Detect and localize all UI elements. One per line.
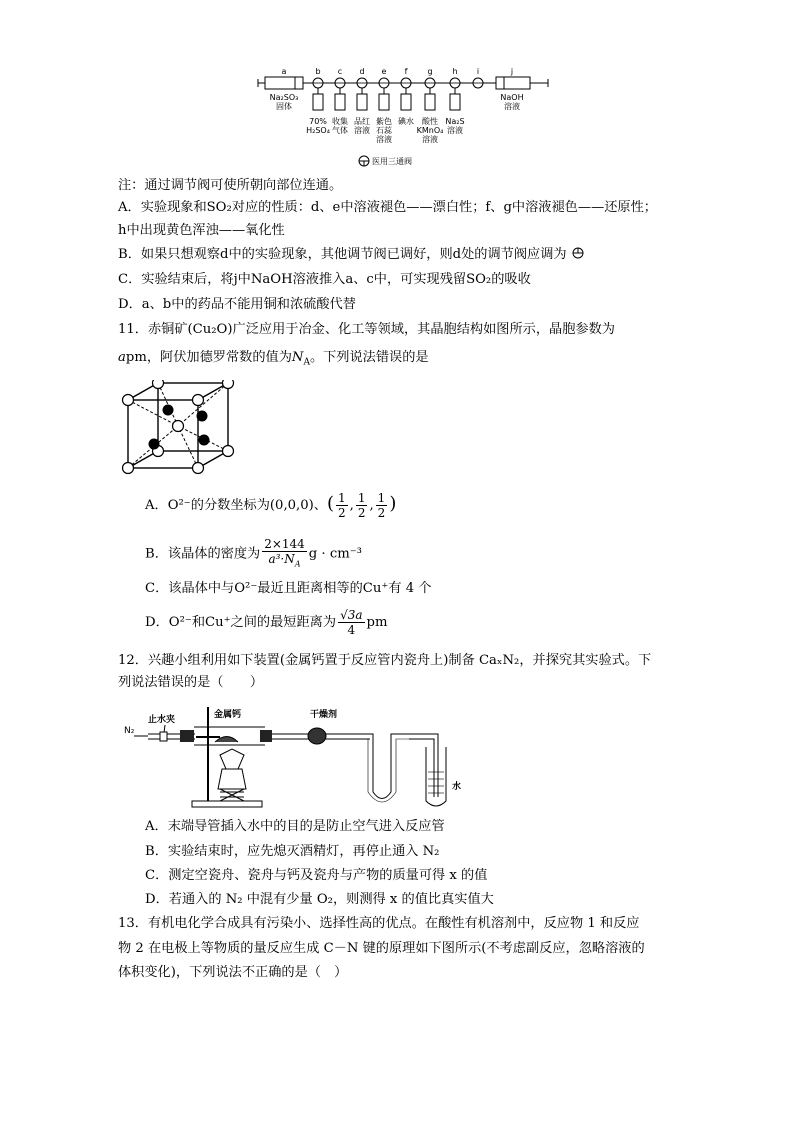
reagent-line: 品红 bbox=[354, 117, 370, 126]
reagent-line: 溶液 bbox=[354, 126, 370, 135]
frac-den-sub: A bbox=[294, 559, 301, 569]
q11-option-d-text: D．O²⁻和Cu⁺之间的最短距离为 bbox=[145, 615, 337, 630]
reagent-line: Na₂S bbox=[445, 117, 465, 126]
q12-option-c: C．测定空瓷舟、瓷舟与钙及瓷舟与产物的质量可得 x 的值 bbox=[145, 868, 488, 883]
syringe-a bbox=[258, 77, 303, 89]
n2-label: N₂ bbox=[124, 726, 135, 736]
reagent-line: H₂SO₄ bbox=[306, 126, 330, 135]
q11-formula: (Cu₂O) bbox=[187, 322, 233, 337]
half-frac bbox=[356, 491, 368, 520]
q11-a-symbol: a bbox=[118, 350, 126, 365]
q11-stem-part: pm，阿伏加德罗常数的值为 bbox=[125, 350, 292, 365]
reagent-b bbox=[306, 117, 330, 135]
q11-option-d-unit: pm bbox=[366, 615, 388, 630]
q11-option-b bbox=[145, 537, 362, 571]
q11-option-b-text: B．该晶体的密度为 bbox=[145, 546, 261, 562]
frac-num: √3a bbox=[340, 608, 363, 622]
label-e: e bbox=[381, 67, 387, 76]
desiccant-label: 干燥剂 bbox=[310, 710, 338, 720]
q13-stem-line3: 体积变化)，下列说法不正确的是（ ） bbox=[118, 965, 348, 980]
frac-num: 1 bbox=[337, 491, 346, 505]
q10-option-c: C．实验结束后，将j中NaOH溶液推入a、c中，可实现残留SO₂的吸收 bbox=[118, 272, 531, 287]
frac-den-text: a³·N bbox=[268, 552, 295, 566]
half-frac bbox=[376, 491, 388, 520]
q10-option-b bbox=[118, 245, 585, 265]
frac-den: 2 bbox=[377, 506, 386, 520]
clamp-label: 止水夹 bbox=[148, 715, 176, 725]
label-a: a bbox=[281, 67, 287, 76]
unit-cell-diagram bbox=[120, 380, 250, 480]
q11-coord-origin: (0,0,0)、 bbox=[269, 498, 327, 513]
q11-option-a: A．O²⁻的分数坐标为(0,0,0)、( $\frac{1}{2}$ , $\frac{1}{2}$ , $\frac{1}{2}$ ) bbox=[145, 491, 397, 520]
reagent-c bbox=[332, 116, 348, 135]
reagent-f bbox=[398, 116, 414, 126]
q11-stem-line2 bbox=[118, 348, 429, 373]
reagent-j bbox=[500, 93, 523, 111]
reagent-e bbox=[376, 116, 393, 144]
label-f: f bbox=[404, 67, 408, 76]
reagent-line: 70% bbox=[309, 117, 327, 126]
half-frac bbox=[336, 491, 348, 520]
label-d: d bbox=[359, 67, 365, 76]
reagent-line: 溶液 bbox=[447, 126, 463, 135]
frac-num: 1 bbox=[357, 491, 366, 505]
valve-symbol-icon bbox=[571, 246, 585, 260]
label-c: c bbox=[337, 67, 343, 76]
q11-stem-line1 bbox=[118, 320, 615, 340]
reagent-h bbox=[445, 117, 464, 135]
frac-den: 4 bbox=[347, 623, 356, 637]
q11-option-a-text: A．O²⁻的分数坐标为 bbox=[145, 498, 270, 513]
label-b: b bbox=[315, 67, 321, 76]
q12-stem-line2: 列说法错误的是（ ） bbox=[118, 675, 264, 690]
reagent-line: 石蕊 bbox=[376, 126, 392, 135]
q11-option-b-unit: g · cm⁻³ bbox=[308, 546, 362, 562]
reagent-line: 酸性 bbox=[422, 117, 438, 126]
reagent-line: Na₂SO₃ bbox=[269, 93, 299, 102]
valve-legend-text: 医用三通阀 bbox=[372, 157, 412, 166]
q11-option-d bbox=[145, 608, 387, 637]
reagent-line: 溶液 bbox=[504, 102, 520, 111]
cax-n2-apparatus-diagram bbox=[120, 697, 480, 812]
reagent-line: 固体 bbox=[276, 102, 292, 111]
q11-na-symbol: N bbox=[291, 350, 304, 365]
q11-stem-part: 。下列说法错误的是 bbox=[309, 350, 429, 365]
q11-na-subscript: A bbox=[303, 357, 310, 368]
label-i: i bbox=[476, 67, 480, 76]
calcium-label: 金属钙 bbox=[214, 710, 242, 720]
frac-num: 1 bbox=[377, 491, 386, 505]
label-g: g bbox=[427, 67, 433, 76]
q10-option-b-text: B．如果只想观察d中的实验现象，其他调节阀已调好，则d处的调节阀应调为 bbox=[118, 247, 567, 262]
reagent-line: 紫色 bbox=[376, 117, 392, 126]
q10-option-a-line2: h中出现黄色浑浊——氧化性 bbox=[118, 223, 285, 238]
three-way-valve-icon bbox=[359, 156, 369, 166]
q10-note: 注：通过调节阀可使所朝向部位连通。 bbox=[118, 178, 343, 193]
label-h: h bbox=[452, 67, 458, 76]
reagent-g bbox=[417, 116, 444, 144]
q11-coord-half: ( bbox=[326, 493, 334, 514]
water-label: 水 bbox=[452, 782, 462, 792]
label-j: j bbox=[510, 67, 514, 76]
q10-option-d: D．a、b中的药品不能用铜和浓硫酸代替 bbox=[118, 297, 356, 312]
reagent-line: 气体 bbox=[332, 126, 348, 135]
density-frac bbox=[262, 537, 307, 571]
frac-den: 2 bbox=[337, 506, 346, 520]
q11-stem-part: 11．赤铜矿 bbox=[118, 322, 188, 337]
frac-den: 2 bbox=[357, 506, 366, 520]
q13-stem-line1: 13．有机电化学合成具有污染小、选择性高的优点。在酸性有机溶剂中，反应物 1 和反应 bbox=[118, 916, 640, 931]
q12-option-b: B．实验结束时，应先熄灭酒精灯，再停止通入 N₂ bbox=[145, 844, 440, 859]
q10-option-a-line1: A．实验现象和SO₂对应的性质：d、e中溶液褪色——漂白性；f、g中溶液褪色——还原性； bbox=[118, 200, 657, 215]
reagent-line: 收集 bbox=[332, 117, 348, 126]
reagent-d bbox=[354, 116, 370, 135]
q11-option-c: C．该晶体中与O²⁻最近且距离相等的Cu⁺有 4 个 bbox=[145, 581, 432, 596]
reagent-line: 碘水 bbox=[398, 117, 414, 126]
q12-stem-line1: 12．兴趣小组利用如下装置(金属钙置于反应管内瓷舟上)制备 CaₓN₂，并探究其实验式。下 bbox=[118, 653, 652, 668]
frac-num: 2×144 bbox=[264, 537, 305, 551]
frac-den bbox=[262, 552, 307, 571]
reagent-line: KMnO₄ bbox=[416, 126, 444, 135]
q12-option-d: D．若通入的 N₂ 中混有少量 O₂，则测得 x 的值比真实值大 bbox=[145, 892, 494, 907]
reagent-line: 溶液 bbox=[376, 135, 392, 144]
q11-stem-part: 广泛应用于冶金、化工等领域，其晶胞结构如图所示，晶胞参数为 bbox=[232, 322, 615, 337]
so2-apparatus-diagram bbox=[0, 0, 793, 175]
reagent-line: NaOH bbox=[500, 93, 524, 102]
reagent-a bbox=[270, 93, 299, 111]
distance-frac bbox=[338, 608, 364, 637]
q13-stem-line2: 物 2 在电极上等物质的量反应生成 C－N 键的原理如下图所示(不考虑副反应，忽略溶液的 bbox=[118, 941, 645, 956]
q12-option-a: A．末端导管插入水中的目的是防止空气进入反应管 bbox=[145, 819, 445, 834]
reagent-line: 溶液 bbox=[422, 135, 438, 144]
